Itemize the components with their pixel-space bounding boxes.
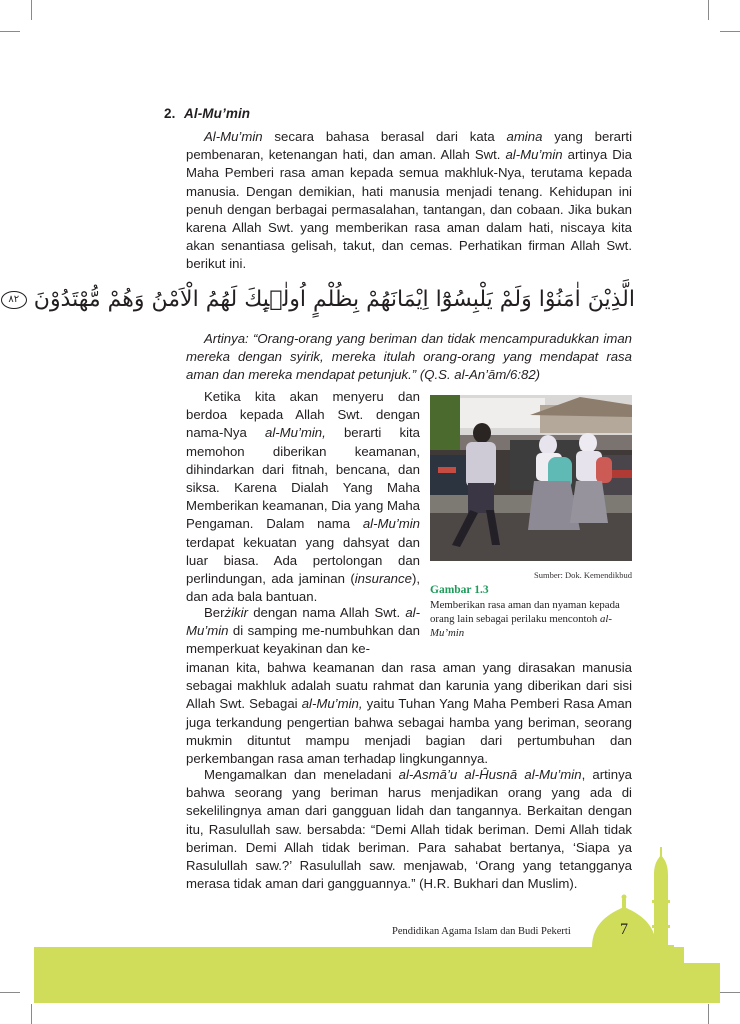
section-heading: [164, 106, 250, 121]
figure-credit: Sumber: Dok. Kemendikbud: [534, 570, 632, 580]
crop-mark: [0, 992, 20, 993]
crop-mark: [720, 31, 740, 32]
paragraph-prayer: [186, 388, 420, 606]
ayah-number-marker: ٨٢: [1, 291, 27, 309]
text: secara bahasa berasal dari kata: [262, 129, 507, 144]
figure-label: Gambar 1.3: [430, 584, 489, 596]
photo-street-scene: [430, 395, 632, 561]
text: terdapat kekuatan yang dahsyat dan luar biasa. Ada pertolongan dan perlindungan, ada jaminan (: [186, 534, 420, 587]
paragraph-zikir-part1: [186, 604, 420, 659]
text: Mengamalkan dan meneladani: [204, 767, 399, 782]
arabic-text: الَّذِيْنَ اٰمَنُوْا وَلَمْ يَلْبِسُوْٓا اِيْمَانَهُمْ بِظُلْمٍ اُولٰۤىِٕكَ لَهُمُ الْاَمْنُ وَهُمْ مُّهْتَدُوْنَ: [33, 287, 635, 312]
italic-term: insurance: [354, 571, 412, 587]
figure-caption: [430, 598, 640, 640]
section-number: 2.: [164, 106, 176, 121]
text: Ber: [204, 605, 225, 620]
italic-term: al-Mu’min: [430, 613, 612, 639]
italic-term: al-Mu’min,: [264, 425, 326, 441]
text: di samping me-numbuhkan dan memperkuat keyakinan dan ke-: [186, 623, 420, 657]
italic-term: al-Mu’min: [362, 516, 420, 532]
text: dengan nama Allah Swt.: [247, 605, 406, 620]
book-title: Pendidikan Agama Islam dan Budi Pekerti: [392, 926, 571, 937]
page-number: 7: [620, 921, 628, 938]
text: yaitu Tuhan Yang Maha Pemberi Rasa Aman juga terkandung pengertian bahwa sebagai hamba yang beriman, seorang mukmin dituntut mampu menjadi bagian dari pertumbuhan dan perkembangan rasa aman terhadap lingkungannya.: [186, 696, 632, 767]
italic-term: al-Mu’min,: [301, 696, 363, 712]
text: berarti kita memohon diberikan keamanan, dihindarkan dari fitnah, bencana, dan siksa. Karena Dialah Yang Maha Memberikan keamanan, Dia yang Maha Pengaman. Dalam nama: [186, 425, 421, 532]
italic-term: amina: [506, 129, 543, 144]
figure-photo: [430, 395, 632, 561]
verse-translation: [186, 330, 632, 385]
crop-mark: [0, 31, 20, 32]
italic-term: Al-Mu’min: [204, 129, 263, 144]
mosque-silhouette-icon: [580, 845, 720, 1005]
paragraph-hadith: [186, 766, 632, 893]
caption-text: Memberikan rasa aman dan nyaman kepada orang lain sebagai perilaku mencontoh: [430, 599, 620, 625]
italic-term: al-Asmā’u al-Ĥusnā al-Mu’min: [398, 767, 582, 782]
crop-mark: [31, 1004, 32, 1024]
quran-verse: [8, 280, 635, 320]
italic-term: al-Mu’min: [505, 147, 563, 163]
translation-text: Artinya: “Orang-orang yang beriman dan tidak mencampuradukkan iman mereka dengan syirik, mereka itulah orang-orang yang mendapat rasa aman dan mereka mendapat petunjuk.” (Q.S. al-An’ām/6:82): [186, 331, 632, 383]
text: imanan kita, bahwa keamanan dan rasa aman yang dirasakan manusia sebagai makhluk adalah suatu rahmat dan karunia yang diberikan dari sisi Allah Swt. Sebagai: [186, 660, 632, 712]
paragraph-zikir-part2: [186, 659, 632, 768]
paragraph-definition: [186, 128, 632, 274]
text: artinya Dia Maha Pemberi rasa aman kepada semua makhluk-Nya, terutama kepada manusia. Dengan demikian, hati manusia menjadi tenang. Kehidupan ini penuh dengan berbagai permasalahan, tantangan, dan cobaan. Jika bukan karena Allah Swt. yang memberikan rasa aman dalam hati, niscaya kita akan senantiasa gelisah, takut, dan cemas. Perhatikan firman Allah Swt. berikut ini.: [186, 147, 632, 272]
text: ), dan ada bala bantuan.: [186, 571, 420, 605]
italic-term: żikir: [224, 605, 248, 620]
crop-mark: [720, 992, 740, 993]
text: yang berarti pembenaran, ketenangan hati, dan aman. Allah Swt.: [186, 129, 632, 163]
text: Ketika kita akan menyeru dan berdoa kepada Allah Swt. dengan nama-Nya: [186, 389, 420, 441]
crop-mark: [708, 1004, 709, 1024]
crop-mark: [31, 0, 32, 20]
text: , artinya bahwa seorang yang beriman harus menjadikan orang yang ada di sekelilingnya aman dari gangguan lidah dan tangannya. Berkaitan dengan itu, Rasulullah saw. bersabda: “Demi Allah tidak beriman. Demi Allah tidak beriman. Demi Allah tidak beriman. Para sahabat bertanya, ‘Siapa ya Rasulullah saw.?’ Rasulullah saw. menjawab, ‘Orang yang tetangganya merasa tidak aman dari gangguannya.” (H.R. Bukhari dan Muslim).: [186, 767, 633, 892]
section-title: Al-Mu’min: [184, 106, 251, 121]
crop-mark: [708, 0, 709, 20]
italic-term: al-Mu’min: [186, 605, 420, 639]
